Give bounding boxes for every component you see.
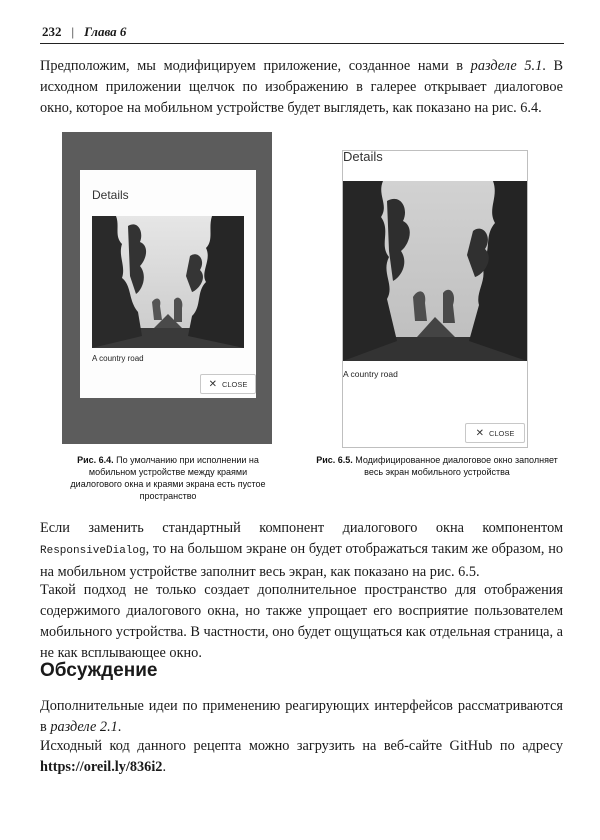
figure-caption-text: По умолчанию при исполнении на мобильном устройстве между краями диалогового окна и краями экрана есть пустое пространство [70,455,266,501]
dialog-title: Details [92,188,129,202]
section-reference: разделе 2.1 [50,719,118,735]
figure-label: Рис. 6.5. [316,455,353,465]
close-label: CLOSE [221,379,248,389]
section-heading: Обсуждение [40,660,158,681]
paragraph-text: . В исходном приложении щелчок по изображению в галерее открывает диалоговое окно, которое на мобильном устройстве будет выглядеть, как показано на рис. 6.4. [40,58,564,116]
figure-label: Рис. 6.4. [77,455,114,465]
figure-6-5-caption [312,454,562,478]
dialog-title: Details [343,149,383,164]
country-road-image [343,181,527,361]
page-number: 232 [42,24,62,39]
header-separator: | [71,24,75,39]
paragraph-discussion [40,696,563,738]
close-label: CLOSE [488,428,515,438]
section-reference: разделе 5.1 [470,58,543,74]
source-code-link[interactable]: https://oreil.ly/836i2 [40,759,163,775]
figure-6-5-screenshot [342,150,528,448]
chapter-title: Глава 6 [84,24,127,39]
figure-6-4-screenshot [62,132,272,444]
running-header [42,24,562,40]
image-caption: A country road [343,369,398,379]
paragraph-source-code [40,736,563,778]
header-rule [40,43,564,44]
code-component-name: ResponsiveDialog [40,545,146,557]
paragraph-text: Исходный код данного рецепта можно загрузить на веб-сайте GitHub по адресу [40,738,563,754]
paragraph-responsive-dialog [40,518,563,583]
details-dialog [80,170,256,398]
figure-6-4-caption [62,454,274,502]
close-button[interactable] [200,374,256,394]
country-road-image [92,216,244,348]
paragraph-text: . [117,719,122,735]
image-caption: A country road [92,354,144,363]
paragraph-text: . [162,759,167,775]
close-icon: ✕ [208,378,217,390]
paragraph-text: Если заменить стандартный компонент диалогового окна компонентом [40,520,563,536]
close-icon: ✕ [475,427,484,439]
paragraph-text: Предположим, мы модифицируем приложение, созданное нами в [40,58,471,74]
paragraph-intro [40,56,563,119]
close-button[interactable] [465,423,525,443]
paragraph-text: , то на большом экране он будет отображаться таким же образом, но на мобильном устройстве заполнит весь экран, как показано на рис. 6.5. [40,541,563,580]
paragraph-approach: Такой подход не только создает дополнительное пространство для отображения содержимого диалогового окна, но также упрощает его восприятие пользователем мобильного устройства. В частности, оно будет ощущаться как отдельная страница, а не как всплывающее окно. [40,582,563,661]
figure-caption-text: Модифицированное диалоговое окно заполняет весь экран мобильного устройства [355,455,558,477]
paragraph-text: Дополнительные идеи по применению реагирующих интерфейсов рассматриваются в [40,698,563,735]
